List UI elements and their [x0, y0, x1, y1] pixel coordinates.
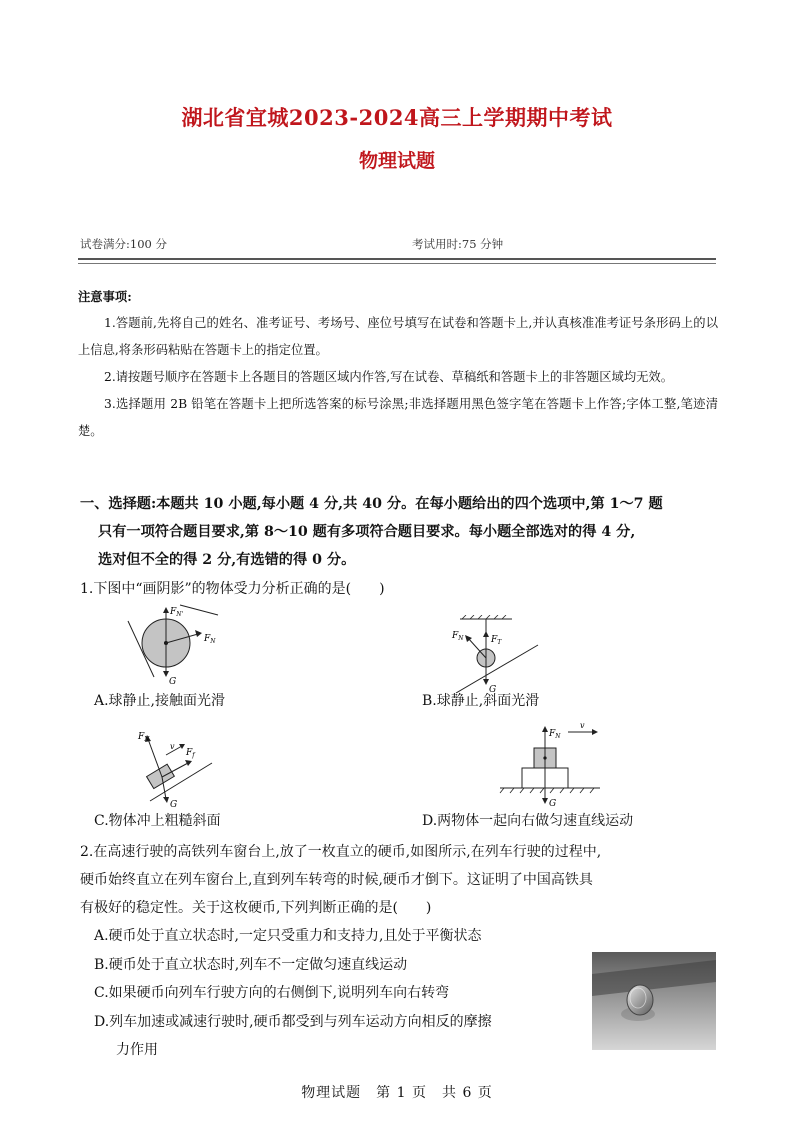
arrow-head — [163, 607, 169, 613]
q1-option-b: B.球静止,斜面光滑 — [422, 693, 540, 709]
ceiling-hatch — [462, 615, 506, 619]
section-line: 一、选择题:本题共 10 小题,每小题 4 分,共 40 分。在每小题给出的四个选项中,第 1～7 题 — [80, 496, 663, 512]
figure-a — [120, 603, 230, 685]
header-rule-thin — [78, 263, 716, 264]
figure-d — [496, 720, 616, 808]
q1-option-a: A.球静止,接触面光滑 — [94, 693, 226, 709]
q2-line: 硬币始终直立在列车窗台上,直到列车转弯的时候,硬币才倒下。这证明了中国高铁具 — [80, 872, 593, 888]
notes-block — [78, 283, 718, 445]
q2-option-d: D.列车加速或减速行驶时,硬币都受到与列车运动方向相反的摩擦 — [94, 1014, 492, 1030]
figure-c — [132, 725, 214, 809]
label-v: v — [170, 742, 175, 751]
q2-option-a: A.硬币处于直立状态时,一定只受重力和支持力,且处于平衡状态 — [94, 928, 482, 944]
arrow-head — [195, 630, 202, 637]
arrow-head — [592, 729, 598, 735]
label-fn: $F_N$ — [138, 732, 150, 743]
q1-option-c: C.物体冲上粗糙斜面 — [94, 813, 221, 829]
label-fn-prime: $F_{N'}$ — [170, 607, 184, 618]
label-g: G — [169, 677, 177, 685]
block — [147, 764, 175, 788]
header-rule — [78, 258, 716, 260]
question-1-stem: 1.下图中“画阴影”的物体受力分析正确的是( ) — [80, 581, 385, 597]
q1-option-d: D.两物体一起向右做匀速直线运动 — [422, 813, 634, 829]
ground-hatch — [500, 788, 594, 793]
coin — [627, 985, 653, 1015]
arrow-head — [163, 797, 169, 803]
exam-duration: 考试用时:75 分钟 — [412, 237, 504, 251]
label-fn: $F_N$ — [452, 631, 464, 642]
full-score: 试卷满分:100 分 — [80, 237, 167, 251]
label-fn: $F_N$ — [204, 634, 216, 645]
arrow-head — [483, 631, 489, 637]
label-g: G — [170, 800, 178, 809]
page-footer: 物理试题 第 1 页 共 6 页 — [301, 1085, 493, 1101]
page-title: 湖北省宜城2023-2024高三上学期期中考试 — [181, 105, 613, 130]
arrow-head — [542, 798, 548, 804]
arrow-head — [542, 726, 548, 732]
page-subtitle: 物理试题 — [358, 150, 435, 172]
label-ft: $F_T$ — [491, 635, 502, 646]
figure-b — [444, 615, 544, 693]
note-item: 3.选择题用 2B 铅笔在答题卡上把所选答案的标号涂黑;非选择题用黑色签字笔在答题卡上作答;字体工整,笔迹清楚。 — [78, 397, 718, 438]
arrow-head — [185, 760, 192, 766]
section-line: 选对但不全的得 2 分,有选错的得 0 分。 — [98, 552, 356, 568]
notes-heading: 注意事项: — [78, 289, 132, 304]
incline — [456, 645, 538, 693]
q2-line: 2.在高速行驶的高铁列车窗台上,放了一枚直立的硬币,如图所示,在列车行驶的过程中, — [80, 844, 602, 860]
contact-surface-top — [180, 605, 218, 615]
label-g: G — [549, 799, 557, 808]
q2-option-b: B.硬币处于直立状态时,列车不一定做匀速直线运动 — [94, 957, 408, 973]
label-fn: $F_N$ — [549, 729, 561, 740]
q2-line: 有极好的稳定性。关于这枚硬币,下列判断正确的是( ) — [80, 900, 432, 916]
q2-option-d-cont: 力作用 — [116, 1042, 158, 1058]
label-ff: $F_f$ — [186, 748, 195, 759]
question-2-stem — [80, 838, 720, 922]
note-item: 2.请按题号顺序在答题卡上各题目的答题区域内作答,写在试卷、草稿纸和答题卡上的非答题区域均无效。 — [104, 370, 674, 384]
label-v: v — [580, 721, 585, 730]
coin-photo — [592, 952, 716, 1050]
section-line: 只有一项符合题目要求,第 8～10 题有多项符合题目要求。每小题全部选对的得 4 分, — [98, 524, 636, 540]
q2-option-c: C.如果硬币向列车行驶方向的右侧倒下,说明列车向右转弯 — [94, 985, 450, 1001]
arrow-head — [179, 744, 185, 749]
label-g: G — [489, 685, 497, 693]
section-heading — [80, 490, 720, 574]
note-item: 1.答题前,先将自己的姓名、准考证号、考场号、座位号填写在试卷和答题卡上,并认真核准准考证号条形码上的以上信息,将条形码粘贴在答题卡上的指定位置。 — [78, 316, 718, 357]
